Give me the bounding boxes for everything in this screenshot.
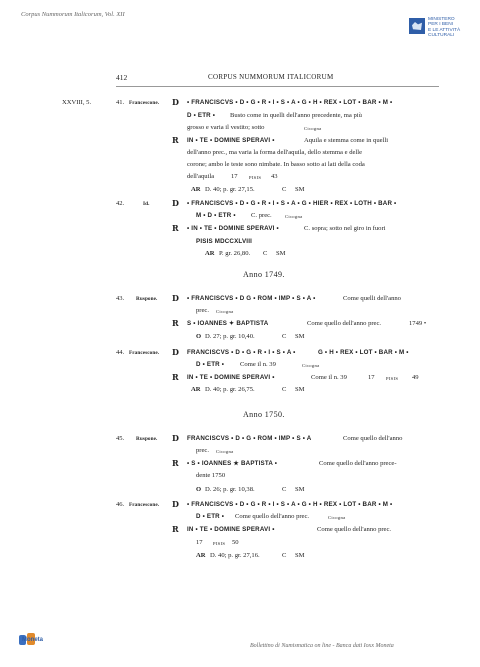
mint-mark: Cicogna <box>285 214 303 219</box>
mint-mark: Cicogna <box>304 126 322 131</box>
reverse-mark: R <box>172 524 179 534</box>
obverse-mark: D <box>172 347 179 357</box>
mint-mark: Cicogna <box>216 449 234 454</box>
collection-mark: C <box>282 386 287 393</box>
obverse-legend: • FRANCISCVS • D • G • R • I • S • A • G • HIER • REX • LOTH • BAR • <box>187 200 397 207</box>
collection-code: SM <box>295 552 305 559</box>
obverse-mark: D <box>172 433 179 443</box>
description: Come quello dell'anno <box>343 435 403 442</box>
coin-name: Francescone. <box>129 100 160 106</box>
date-digits: 17 <box>231 173 238 180</box>
obverse-legend-cont: D • ETR • <box>187 112 216 119</box>
description: Come il n. 39 <box>311 374 347 381</box>
date-digits: 1749 • <box>409 320 427 327</box>
description: Busto come in quelli dell'anno precedente, ma più <box>230 112 362 119</box>
obverse-mark: D <box>172 198 179 208</box>
reverse-legend: IN • TE • DOMINE SPERAVI • <box>187 137 275 144</box>
description: prec. <box>196 307 209 314</box>
obverse-legend: FRANCISCVS • D • G • R • I • S • A • <box>187 349 296 356</box>
running-head: CORPUS NUMMORUM ITALICORUM <box>208 73 334 81</box>
section-title: Anno 1749. <box>243 270 285 279</box>
metal-mark: AR <box>191 186 201 193</box>
reverse-legend: • IN • TE • DOMINE SPERAVI • <box>187 225 279 232</box>
reverse-mark: R <box>172 372 179 382</box>
reverse-legend: IN • TE • DOMINE SPERAVI • <box>187 526 275 533</box>
date-digits: 43 <box>271 173 278 180</box>
logo-line: CULTURALI <box>428 33 455 39</box>
moneta-logo-text: Moneta <box>22 637 43 643</box>
description: Come quello dell'anno prec. <box>307 320 382 327</box>
logo-line: E LE ATTIVITÀ <box>428 27 461 33</box>
obverse-legend-cont: G • H • REX • LOT • BAR • M • <box>318 349 409 356</box>
metal-mark: AR <box>191 386 201 393</box>
description: Come quello dell'anno prec. <box>317 526 392 533</box>
reverse-legend: • S • IOANNES ★ BAPTISTA • <box>187 460 278 467</box>
obverse-legend-cont: D • ETR • <box>196 513 225 520</box>
metal-mark: AR <box>196 552 206 559</box>
section-title: Anno 1750. <box>243 410 285 419</box>
collection-code: SM <box>295 386 305 393</box>
description: dente 1750 <box>196 472 226 479</box>
obverse-legend: • FRANCISCVS • D • G • R • I • S • A • G • H • REX • LOT • BAR • M • <box>187 99 393 106</box>
coin-name: Ruspone. <box>136 436 158 442</box>
description: C. sopra; sotto nel giro in fuori <box>304 225 386 232</box>
journal-header: Corpus Nummorum Italicorum, Vol. XII <box>21 11 125 18</box>
mint-mark: Cicogna <box>302 363 320 368</box>
metal-mark: AR <box>205 250 215 257</box>
page-number: 412 <box>116 73 128 82</box>
header-rule <box>116 86 439 87</box>
description: Come quello dell'anno prece- <box>319 460 397 467</box>
collection-mark: C <box>282 552 287 559</box>
entry-number: 41. <box>116 99 125 106</box>
ministry-logo-icon <box>409 18 425 34</box>
footer-text: Bollettino di Numismatica on line - Banca dati Ioxx Moneta <box>250 643 394 649</box>
ministry-logo-text <box>428 17 460 39</box>
measurements: D. 27; p. gr. 10,40. <box>205 333 255 340</box>
date-digits: 49 <box>412 374 419 381</box>
date-digits: 17 <box>196 539 203 546</box>
coin-name: Francescone. <box>129 502 160 508</box>
collection-mark: C <box>282 486 287 493</box>
obverse-legend: • FRANCISCVS • D • G • R • I • S • A • G • H • REX • LOT • BAR • M • <box>187 501 393 508</box>
reverse-legend: S • IOANNES ✦ BAPTISTA <box>187 320 269 327</box>
collection-code: SM <box>295 333 305 340</box>
obverse-legend: • FRANCISCVS • D G • ROM • IMP • S • A • <box>187 295 316 302</box>
logo-line: MINISTERO <box>428 17 455 22</box>
reverse-mark: R <box>172 458 179 468</box>
date-digits: 50 <box>232 539 239 546</box>
reverse-mark: R <box>172 135 179 145</box>
obverse-legend: FRANCISCVS • D • G • ROM • IMP • S • A <box>187 435 312 442</box>
obverse-mark: D <box>172 97 179 107</box>
entry-number: 46. <box>116 501 125 508</box>
collection-mark: C <box>263 250 268 257</box>
description: Come il n. 39 <box>240 361 276 368</box>
obverse-mark: D <box>172 293 179 303</box>
collection-code: SM <box>276 250 286 257</box>
description: C. prec. <box>251 212 272 219</box>
entry-number: 42. <box>116 200 125 207</box>
reverse-legend: IN • TE • DOMINE SPERAVI • <box>187 374 275 381</box>
metal-mark: O <box>196 333 202 340</box>
pisis-mark: PISIS <box>213 541 226 546</box>
description: corone; ambo le teste sono nimbate. In basso sotto ai lati della coda <box>187 161 365 168</box>
obverse-mark: D <box>172 499 179 509</box>
coin-name: Id. <box>143 201 150 207</box>
plate-ref: XXVIII, 5. <box>62 99 92 106</box>
measurements: P. gr. 26,80. <box>219 250 251 257</box>
measurements: D. 40; p. gr. 27,15. <box>205 186 255 193</box>
coin-name: Francescone. <box>129 350 160 356</box>
obverse-legend-cont: D • ETR • <box>196 361 225 368</box>
obverse-legend-cont: M • D • ETR • <box>196 212 236 219</box>
pisis-mark: PISIS <box>386 376 399 381</box>
collection-mark: C <box>282 186 287 193</box>
entry-number: 45. <box>116 435 125 442</box>
description: Aquila e stemma come in quelli <box>304 137 389 144</box>
description: dell'aquila <box>187 173 215 180</box>
collection-mark: C <box>282 333 287 340</box>
entry-number: 44. <box>116 349 125 356</box>
measurements: D. 26; p. gr. 10,38. <box>205 486 255 493</box>
description: grosso e varia il vestito; sotto <box>187 124 265 131</box>
measurements: D. 40; p. gr. 27,16. <box>210 552 260 559</box>
mint-mark: Cicogna <box>216 309 234 314</box>
collection-code: SM <box>295 186 305 193</box>
entry-number: 43. <box>116 295 125 302</box>
description: Come quello dell'anno prec. <box>235 513 310 520</box>
collection-code: SM <box>295 486 305 493</box>
description: Come quelli dell'anno <box>343 295 401 302</box>
coin-name: Ruspone. <box>136 296 158 302</box>
metal-mark: O <box>196 486 202 493</box>
description: dell'anno prec., ma varia la forma dell'aquila, dello stemma e delle <box>187 149 363 156</box>
reverse-mark: R <box>172 223 179 233</box>
description: prec. <box>196 447 209 454</box>
mint-mark: Cicogna <box>328 515 346 520</box>
date-digits: 17 <box>368 374 375 381</box>
measurements: D. 40; p. gr. 26,75. <box>205 386 255 393</box>
pisis-mark: PISIS <box>249 175 262 180</box>
logo-line: PER I BENI <box>428 22 454 28</box>
reverse-mark: R <box>172 318 179 328</box>
exergue-legend: PISIS MDCCXLVIII <box>196 238 253 245</box>
